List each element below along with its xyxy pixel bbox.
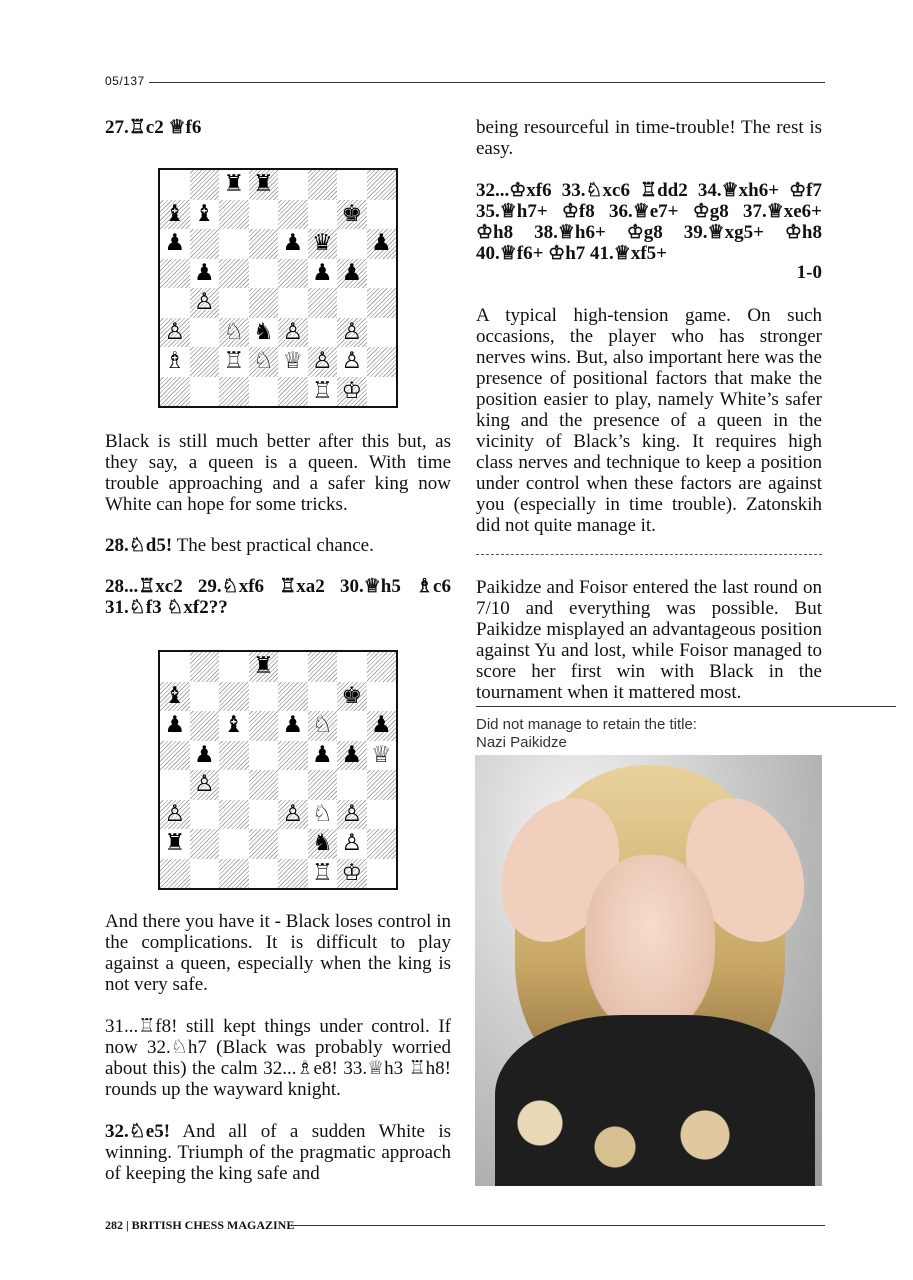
board-square (219, 259, 249, 289)
player-photo (475, 755, 822, 1186)
section-divider (476, 554, 822, 555)
chess-piece-f1: ♖ (311, 859, 333, 886)
board-square (337, 770, 367, 800)
chess-piece-c2: ♖ (223, 348, 245, 374)
chess-piece-a3: ♙ (164, 318, 186, 345)
game-result: 1-0 (796, 262, 822, 283)
board-square (308, 652, 338, 682)
board-square (219, 741, 249, 771)
paragraph-summary: A typical high-tension game. On such occasions, the player who has stronger nerves wins. But, also important here was the presence of positional factors that make the position easier to play, namely White’s safer king and the presence of a queen in the vicinity of Black’s king. It requires high class nerves and technique to keep a position under control when these factors are against you (especially in time trouble). Zatonskih did not quite manage it. (476, 305, 822, 536)
chess-piece-b7: ♝ (193, 200, 215, 227)
board-square (278, 652, 308, 682)
chess-piece-g7: ♚ (341, 200, 363, 227)
board-square (308, 288, 338, 318)
board-square (367, 377, 397, 407)
board-square (367, 652, 397, 682)
board-square (337, 229, 367, 259)
move-28: 28.♘d5! The best practical chance. (105, 535, 374, 556)
chess-piece-e6: ♟ (282, 712, 304, 738)
board-square (249, 800, 279, 830)
board-square (219, 770, 249, 800)
chess-piece-e2: ♕ (282, 348, 304, 374)
board-square (308, 170, 338, 200)
chess-piece-c3: ♘ (223, 318, 245, 345)
board-square (367, 288, 397, 318)
paragraph-2: And there you have it - Black loses control in the complications. It is difficult to play against a queen, especially when the king is not very safe. (105, 911, 451, 995)
chess-piece-a7: ♝ (164, 682, 186, 709)
header-rule (149, 82, 825, 83)
chess-piece-a2: ♜ (164, 830, 186, 856)
page-counter: 05/137 (105, 74, 149, 88)
chess-piece-g2: ♙ (341, 348, 363, 374)
board-square (278, 170, 308, 200)
page-footer (105, 1218, 825, 1232)
board-square (190, 829, 220, 859)
board-square (190, 682, 220, 712)
board-square (249, 770, 279, 800)
board-square (249, 200, 279, 230)
chess-piece-a7: ♝ (164, 200, 186, 227)
board-square (190, 652, 220, 682)
board-square (367, 770, 397, 800)
chess-piece-h6: ♟ (370, 712, 392, 738)
board-square (308, 770, 338, 800)
chess-piece-d8: ♜ (252, 171, 274, 197)
chess-piece-a6: ♟ (164, 230, 186, 256)
board-square (249, 682, 279, 712)
chess-piece-f3: ♘ (311, 800, 333, 827)
board-square (219, 800, 249, 830)
board-square (160, 170, 190, 200)
board-square (249, 288, 279, 318)
board-square (337, 170, 367, 200)
chess-piece-f6: ♘ (311, 712, 333, 738)
board-square (219, 682, 249, 712)
board-square (308, 682, 338, 712)
board-square (219, 859, 249, 889)
board-square (278, 770, 308, 800)
board-square (367, 800, 397, 830)
board-square (337, 652, 367, 682)
board-square (160, 377, 190, 407)
chess-piece-e3: ♙ (282, 318, 304, 345)
chess-piece-b4: ♙ (193, 771, 215, 797)
chess-piece-a6: ♟ (164, 712, 186, 738)
board-square (278, 259, 308, 289)
caption-rule (476, 706, 896, 707)
board-square (190, 859, 220, 889)
paragraph-last-round: Paikidze and Foisor entered the last round on 7/10 and everything was possible. But Paikidze misplayed an advantageous position against Yu and lost, while Foisor managed to score her first win with Black in the tournament when it mattered most. (476, 577, 822, 703)
page-header (105, 74, 825, 88)
board-square (337, 711, 367, 741)
board-square (160, 741, 190, 771)
board-square (249, 377, 279, 407)
board-square (367, 347, 397, 377)
chess-diagram-1 (158, 168, 398, 408)
board-square (160, 770, 190, 800)
chess-piece-g5: ♟ (341, 259, 363, 286)
board-square (367, 318, 397, 348)
board-square (160, 652, 190, 682)
board-square (367, 259, 397, 289)
board-square (367, 170, 397, 200)
chess-piece-g3: ♙ (341, 800, 363, 827)
board-square (219, 652, 249, 682)
board-square (249, 259, 279, 289)
chess-piece-d2: ♘ (252, 348, 274, 374)
board-square (367, 829, 397, 859)
paragraph-1: Black is still much better after this but, as they say, a queen is a queen. With time trouble approaching and a safer king now White can hope for some tricks. (105, 431, 451, 515)
chess-piece-f5: ♟ (311, 741, 333, 768)
board-square (367, 200, 397, 230)
board-square (190, 318, 220, 348)
footer-label: 282 | BRITISH CHESS MAGAZINE (105, 1218, 300, 1233)
board-square (190, 229, 220, 259)
board-square (219, 829, 249, 859)
board-square (278, 377, 308, 407)
chess-piece-b5: ♟ (193, 259, 215, 286)
chess-piece-f2: ♞ (311, 830, 333, 856)
board-square (249, 711, 279, 741)
board-square (190, 170, 220, 200)
chess-piece-f5: ♟ (311, 259, 333, 286)
board-square (278, 859, 308, 889)
chess-piece-d8: ♜ (252, 653, 274, 679)
chess-piece-e6: ♟ (282, 230, 304, 256)
board-square (308, 318, 338, 348)
board-square (160, 259, 190, 289)
board-square (160, 859, 190, 889)
chess-piece-g2: ♙ (341, 830, 363, 856)
chess-piece-f1: ♖ (311, 377, 333, 404)
board-square (219, 200, 249, 230)
chess-piece-f6: ♛ (311, 230, 333, 256)
move-27: 27.♖c2 ♕f6 (105, 117, 202, 138)
board-square (249, 741, 279, 771)
board-square (249, 229, 279, 259)
board-square (278, 288, 308, 318)
board-square (249, 829, 279, 859)
photo-face (585, 855, 715, 1035)
chess-piece-a3: ♙ (164, 800, 186, 827)
board-square (367, 682, 397, 712)
caption-line-1: Did not manage to retain the title: (476, 716, 697, 733)
footer-rule (291, 1225, 825, 1226)
chess-piece-c6: ♝ (223, 712, 245, 738)
chess-piece-h5: ♕ (370, 741, 392, 768)
photo-chess-pieces (495, 1075, 795, 1186)
chess-piece-g3: ♙ (341, 318, 363, 345)
chess-piece-g5: ♟ (341, 741, 363, 768)
board-square (190, 347, 220, 377)
chess-piece-a2: ♗ (164, 348, 186, 374)
moves-28-31: 28...♖xc2 29.♘xf6 ♖xa2 30.♕h5 ♗c6 31.♘f3 ♘xf2?? (105, 576, 451, 618)
chess-piece-b4: ♙ (193, 289, 215, 315)
board-square (278, 829, 308, 859)
photo-caption (476, 716, 697, 752)
chess-piece-g1: ♔ (341, 859, 363, 886)
board-square (160, 288, 190, 318)
board-square (219, 377, 249, 407)
board-square (249, 859, 279, 889)
chess-piece-e3: ♙ (282, 800, 304, 827)
chess-piece-h6: ♟ (370, 230, 392, 256)
paragraph-continued: being resourceful in time-trouble! The rest is easy. (476, 117, 822, 159)
paragraph-3: 31...♖f8! still kept things under control. If now 32.♘h7 (Black was probably worried about this) the calm 32...♗e8! 33.♕h3 ♖h8! rounds up the wayward knight. (105, 1016, 451, 1100)
board-square (190, 800, 220, 830)
chess-piece-b5: ♟ (193, 741, 215, 768)
chess-piece-f2: ♙ (311, 348, 333, 374)
board-square (219, 229, 249, 259)
moves-32-41: 32...♔xf6 33.♘xc6 ♖dd2 34.♕xh6+ ♔f7 35.♕h7+ ♔f8 36.♕e7+ ♔g8 37.♕xe6+ ♔h8 38.♕h6+ ♔g8 39.♕xg5+ ♔h8 40.♕f6+ ♔h7 41.♕xf5+ (476, 180, 822, 264)
board-square (337, 288, 367, 318)
board-square (367, 859, 397, 889)
board-square (190, 377, 220, 407)
chess-piece-g7: ♚ (341, 682, 363, 709)
board-square (278, 682, 308, 712)
board-square (219, 288, 249, 318)
board-square (308, 200, 338, 230)
caption-line-2: Nazi Paikidze (476, 734, 567, 751)
board-square (278, 741, 308, 771)
chess-piece-c8: ♜ (223, 171, 245, 197)
chess-diagram-2 (158, 650, 398, 890)
chess-piece-d3: ♞ (252, 318, 274, 345)
chess-piece-g1: ♔ (341, 377, 363, 404)
move-32: 32.♘e5! And all of a sudden White is winning. Triumph of the pragmatic approach of keeping the king safe and (105, 1121, 451, 1184)
board-square (190, 711, 220, 741)
board-square (278, 200, 308, 230)
